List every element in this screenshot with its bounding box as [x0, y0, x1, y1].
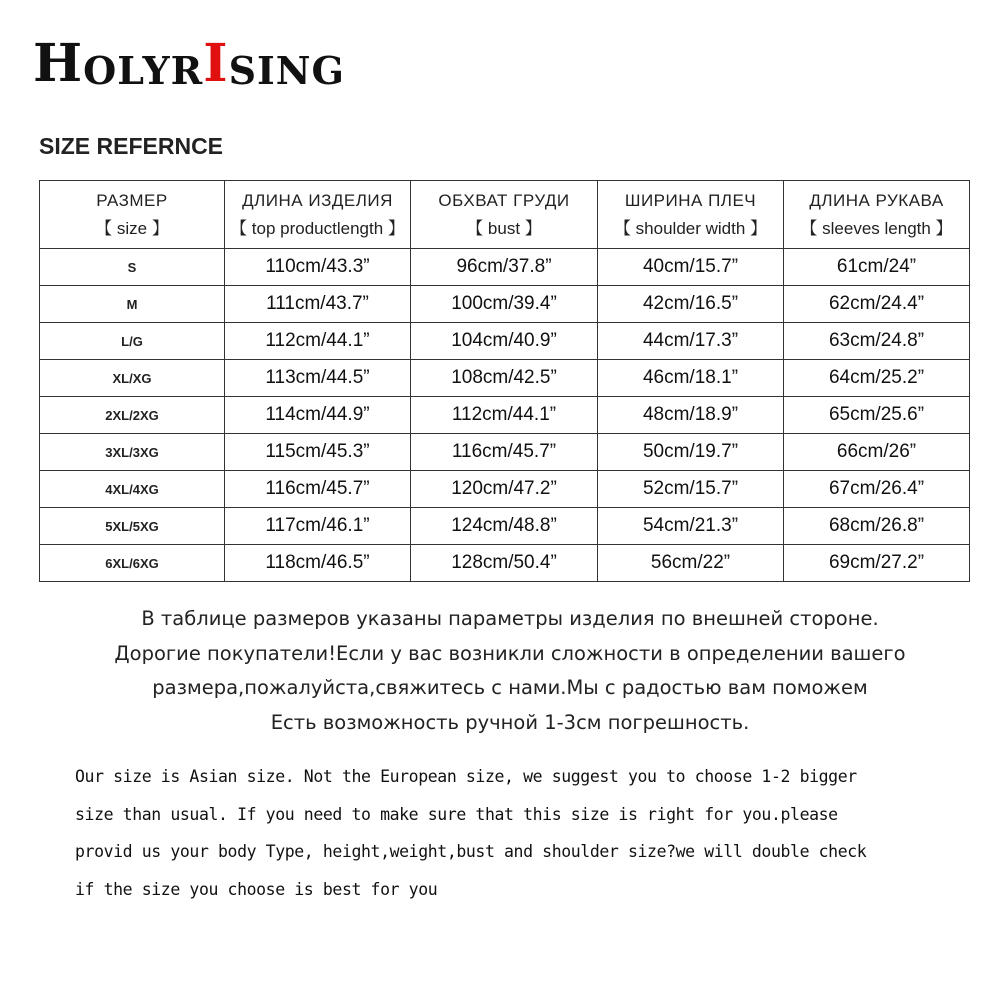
sleeves-cell: 62cm/24.4” [784, 286, 970, 323]
size-cell: S [40, 249, 225, 286]
russian-size-note [30, 602, 990, 740]
sleeves-cell: 63cm/24.8” [784, 323, 970, 360]
header-sleeves-main: ДЛИНА РУКАВА [809, 190, 944, 210]
header-size [40, 181, 225, 249]
header-length-sub: 【 top productlength 】 [230, 218, 405, 238]
logo-letter-h: H [33, 33, 84, 94]
bust-cell: 96cm/37.8” [411, 249, 598, 286]
ru-note-line: Дорогие покупатели!Если у вас возникли сложности в определении вашего [114, 641, 906, 665]
sleeves-cell: 69cm/27.2” [784, 545, 970, 582]
logo-letter-i: I [203, 33, 229, 94]
table-row [40, 545, 970, 582]
logo-letters-sing: SING [228, 48, 345, 93]
en-note-line: provid us your body Type, height,weight,bust and shoulder size?we will double check [75, 842, 867, 861]
bust-cell: 124cm/48.8” [411, 508, 598, 545]
sleeves-cell: 61cm/24” [784, 249, 970, 286]
length-cell: 114cm/44.9” [225, 397, 411, 434]
size-cell: XL/XG [40, 360, 225, 397]
size-reference-heading: SIZE REFERNCE [39, 133, 224, 159]
shoulder-cell: 54cm/21.3” [598, 508, 784, 545]
english-size-note [75, 758, 995, 908]
sleeves-cell: 68cm/26.8” [784, 508, 970, 545]
table-header-row [40, 181, 970, 249]
shoulder-cell: 42cm/16.5” [598, 286, 784, 323]
sleeves-cell: 64cm/25.2” [784, 360, 970, 397]
bust-cell: 100cm/39.4” [411, 286, 598, 323]
header-length-main: ДЛИНА ИЗДЕЛИЯ [242, 190, 393, 210]
size-table [39, 180, 970, 582]
size-cell: 2XL/2XG [40, 397, 225, 434]
length-cell: 118cm/46.5” [225, 545, 411, 582]
size-cell: 4XL/4XG [40, 471, 225, 508]
en-note-line: size than usual. If you need to make sure that this size is right for you.please [75, 804, 838, 824]
shoulder-cell: 46cm/18.1” [598, 360, 784, 397]
ru-note-line: Есть возможность ручной 1-3см погрешность. [270, 710, 750, 734]
length-cell: 112cm/44.1” [225, 323, 411, 360]
header-length [225, 181, 411, 249]
table-row [40, 323, 970, 360]
table-row [40, 471, 970, 508]
length-cell: 111cm/43.7” [225, 286, 411, 323]
sleeves-cell: 67cm/26.4” [784, 471, 970, 508]
size-cell: L/G [40, 323, 225, 360]
length-cell: 115cm/45.3” [225, 434, 411, 471]
header-bust-sub: 【 bust 】 [466, 218, 542, 238]
table-row [40, 360, 970, 397]
brand-logo [33, 33, 345, 94]
shoulder-cell: 48cm/18.9” [598, 397, 784, 434]
en-note-line: if the size you choose is best for you [75, 879, 438, 899]
bust-cell: 108cm/42.5” [411, 360, 598, 397]
bust-cell: 112cm/44.1” [411, 397, 598, 434]
ru-note-line: В таблице размеров указаны параметры изделия по внешней стороне. [141, 607, 879, 630]
table-row [40, 249, 970, 286]
ru-note-line: размера,пожалуйста,свяжитесь с нами.Мы с радостью вам поможем [152, 676, 868, 699]
header-bust [411, 181, 598, 249]
table-row [40, 286, 970, 323]
length-cell: 116cm/45.7” [225, 471, 411, 508]
header-shoulder-main: ШИРИНА ПЛЕЧ [624, 190, 757, 210]
header-sleeves [784, 181, 970, 249]
size-cell: 3XL/3XG [40, 434, 225, 471]
shoulder-cell: 40cm/15.7” [598, 249, 784, 286]
shoulder-cell: 56cm/22” [598, 545, 784, 582]
bust-cell: 104cm/40.9” [411, 323, 598, 360]
size-cell: 6XL/6XG [40, 545, 225, 582]
bust-cell: 120cm/47.2” [411, 471, 598, 508]
shoulder-cell: 44cm/17.3” [598, 323, 784, 360]
length-cell: 117cm/46.1” [225, 508, 411, 545]
header-bust-main: ОБХВАТ ГРУДИ [438, 190, 570, 210]
shoulder-cell: 50cm/19.7” [598, 434, 784, 471]
sleeves-cell: 65cm/25.6” [784, 397, 970, 434]
size-cell: M [40, 286, 225, 323]
sleeves-cell: 66cm/26” [784, 434, 970, 471]
en-note-line: Our size is Asian size. Not the European size, we suggest you to choose 1-2 bigger [75, 767, 857, 786]
logo-letters-olyr: OLYR [83, 48, 204, 93]
header-shoulder-sub: 【 shoulder width 】 [613, 218, 768, 238]
table-row [40, 397, 970, 434]
header-shoulder [598, 181, 784, 249]
size-cell: 5XL/5XG [40, 508, 225, 545]
length-cell: 110cm/43.3” [225, 249, 411, 286]
header-size-sub: 【 size 】 [95, 218, 169, 238]
header-size-main: РАЗМЕР [96, 190, 168, 210]
length-cell: 113cm/44.5” [225, 360, 411, 397]
shoulder-cell: 52cm/15.7” [598, 471, 784, 508]
header-sleeves-sub: 【 sleeves length 】 [800, 218, 953, 238]
bust-cell: 116cm/45.7” [411, 434, 598, 471]
bust-cell: 128cm/50.4” [411, 545, 598, 582]
table-row [40, 434, 970, 471]
table-row [40, 508, 970, 545]
